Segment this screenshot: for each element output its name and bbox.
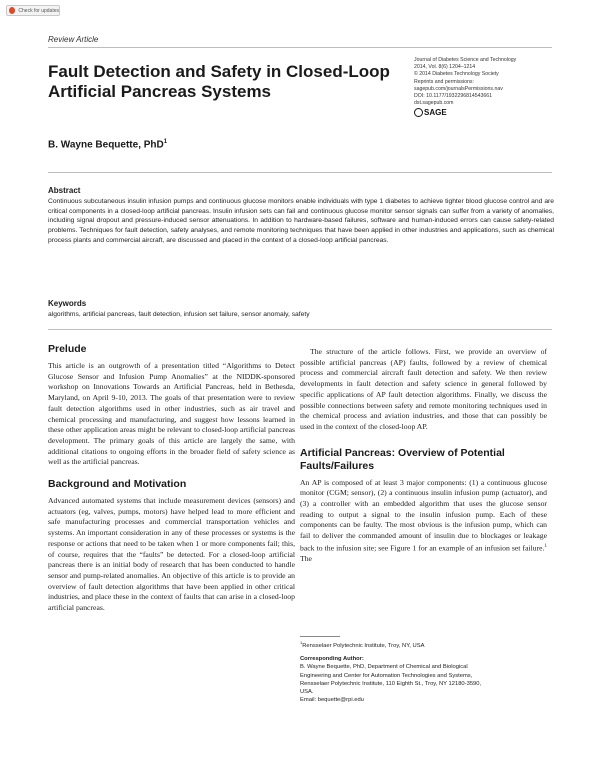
abstract-text: Continuous subcutaneous insulin infusion pumps and continuous glucose monitors enable individuals with type 1 diabetes to achieve tighter blood glucose control and are critical components in a closed-loop artificial pancreas. Insulin infusion sets can fail and continuous glucose monitor sensor signals can suffer from a variety of anomalies, including signal dropout and pressure-induced sensor attenuations. In addition to hardware-based failures, software and human-induced errors can cause safety-related problems. Techniques for fault detection, safety analyses, and remote monitoring techniques that have been applied in other industries and applications, such as chemical process plants and commercial aircraft, are discussed and placed in the context of a closed-loop artificial pancreas. (48, 198, 554, 244)
author-name: B. Wayne Bequette, PhD (48, 139, 164, 151)
right-column (300, 347, 547, 565)
prelude-heading: Prelude (48, 343, 87, 355)
overview-text (300, 478, 547, 565)
journal-info-line: sagepub.com/journalsPermissions.nav (414, 85, 503, 92)
journal-info (414, 57, 554, 117)
journal-info-line: 2014, Vol. 8(6) 1204–1214 (414, 64, 476, 71)
keywords-text: algorithms, artificial pancreas, fault detection, infusion set failure, sensor anomaly, safety (48, 311, 310, 318)
update-check-icon (9, 7, 15, 14)
check-for-updates-badge[interactable] (6, 5, 60, 16)
structure-text: The structure of the article follows. First, we provide an overview of possible artificial pancreas (AP) faults, followed by a review of chemical process and commercial aircraft fault detection and safety. We then review developments in fault detection and safety science in general followed by specific applications of AP fault detection algorithms. Finally, we discuss the possible connections between safety and remote monitoring techniques used in the chemical process and aviation industries, and those that can possibly be used in the context of the closed-loop AP. (300, 347, 547, 431)
journal-info-line: dst.sagepub.com (414, 100, 454, 107)
background-heading: Background and Motivation (48, 478, 187, 491)
prelude-text: This article is an outgrowth of a presentation titled “Algorithms to Detect Glucose Sensor and Infusion Pump Anomalies” at the NIDDK-sponsored workshop on Innovations Towards an Artificial Pancreas, held in Bethesda, Maryland, on April 9-10, 2013. The goals of that presentation were to review fault detection algorithms used in other industries, such as air travel and chemical processing and manufacturing, and suggest how lessons learned in these other application areas might be relevant to closed-loop artificial pancreas development. The primary goals of this article are largely the same, with additional citations to ongoing efforts in the broader field of safety science as well as the artificial pancreas. (48, 361, 295, 467)
citation-mark[interactable]: 1 (544, 543, 547, 549)
footnotes (300, 639, 554, 704)
journal-info-line: Journal of Diabetes Science and Technology (414, 57, 517, 63)
footnote-mark: 1 (300, 640, 303, 645)
abstract-divider (48, 172, 552, 173)
abstract-heading: Abstract (48, 186, 81, 195)
affiliation-text: Rensselaer Polytechnic Institute, Troy, NY, USA (302, 642, 425, 649)
journal-info-line: © 2014 Diabetes Technology Society (414, 71, 499, 78)
footnote-divider (300, 636, 340, 637)
header-divider (48, 47, 552, 48)
journal-info-line: Reprints and permissions: (414, 78, 474, 85)
journal-info-line: DOI: 10.1177/1932296814543661 (414, 93, 493, 100)
sage-logo-icon (414, 108, 423, 117)
corresponding-author-line: Rensselaer Polytechnic Institute, 110 Eighth St., Troy, NY 12180-3590, (300, 680, 482, 687)
publisher-name: SAGE (424, 108, 447, 118)
author-affiliation-mark: 1 (163, 139, 168, 145)
overview-text-body: An AP is composed of at least 3 major components: (1) a continuous glucose monitor (CGM; sensor), (2) a continuous insulin infusion pump (actuator), and (3) a controller with an embedded algorithm that uses the glucose sensor reading to output a signal to the insulin infusion pump. Each of these components can be faulty. The most obvious is the infusion pump, which can fail to deliver the commanded amount of insulin due to blockages or leakage back to the infusion site; see Figure 1 for an example of an infusion set failure. (300, 477, 547, 553)
overview-heading: Artificial Pancreas: Overview of Potential Faults/Failures (300, 446, 505, 472)
corresponding-author-line: B. Wayne Bequette, PhD, Department of Chemical and Biological (300, 664, 468, 671)
left-column (48, 343, 295, 614)
corresponding-author-line: USA. (300, 688, 314, 695)
corresponding-author-line: Engineering and Center for Automation Technologies and Systems, (300, 672, 473, 679)
badge-label: Check for updates (18, 7, 59, 14)
overview-text-tail: The (300, 554, 312, 564)
background-text: Advanced automated systems that include measurement devices (sensors) and actuators (eg, valves, pumps, motors) have helped lead to more efficient and safe manufacturing processes and commercial transportation vehicles and systems. An important consideration in any of these processes or systems is the response or actions that need to be taken when 1 or more components fail; this, of course, requires that the “faults” be detected. For a closed-loop artificial pancreas there is an initial body of research that has been conducted to handle sensor and pump-related anomalies. An objective of this article is to provide an overview of fault detection algorithms that have been applied in other critical industries, and place these in the context of faults that can arise in a closed-loop artificial pancreas. (48, 496, 295, 613)
corresponding-author-email[interactable]: Email: bequette@rpi.edu (300, 697, 364, 704)
corresponding-author-heading: Corresponding Author: (300, 656, 364, 663)
body-divider (48, 329, 552, 330)
keywords-heading: Keywords (48, 299, 87, 308)
author-line (48, 139, 167, 150)
article-title: Fault Detection and Safety in Closed-Loop Artificial Pancreas Systems (48, 62, 390, 101)
affiliation-footnote (300, 639, 554, 650)
article-type: Review Article (48, 35, 99, 44)
publisher-logo (414, 108, 554, 117)
